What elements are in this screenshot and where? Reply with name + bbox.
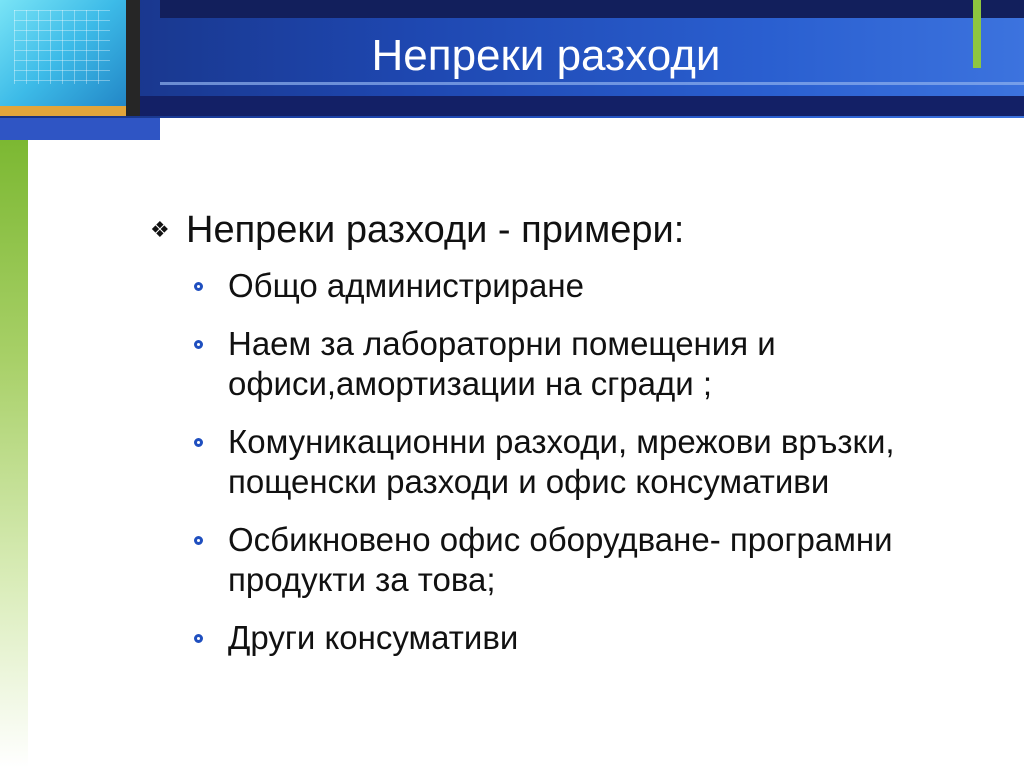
list-item-text: Други консумативи — [228, 619, 519, 656]
corner-blue-bar — [0, 118, 160, 140]
list-item — [194, 324, 910, 404]
slide-content — [150, 208, 910, 676]
list-item-text: Комуникационни разходи, мрежови връзки, пощенски разходи и офис консумативи — [228, 423, 895, 500]
sub-bullet-list — [150, 266, 910, 658]
diamond-bullet-icon: ❖ — [150, 217, 170, 242]
header-top-stripe — [160, 0, 1024, 18]
list-item — [194, 266, 910, 306]
slide-title: Непреки разходи — [371, 31, 721, 80]
green-accent-bar — [973, 0, 981, 68]
list-item — [194, 520, 910, 600]
list-item-text: Наем за лабораторни помещения и офиси,амортизации на сгради ; — [228, 325, 776, 402]
list-item — [194, 618, 910, 658]
list-item — [194, 422, 910, 502]
ring-bullet-icon — [194, 634, 203, 643]
list-item-text: Осбикновено офис оборудване- програмни продукти за това; — [228, 521, 893, 598]
left-green-strip — [0, 140, 28, 768]
header-bottom-stripe — [0, 96, 1024, 116]
list-item-text: Общо администриране — [228, 267, 584, 304]
computer-screen-image — [0, 0, 140, 116]
screen-frame — [0, 0, 140, 116]
main-bullet-point — [150, 208, 910, 252]
header-divider-line — [160, 82, 1024, 85]
main-bullet-text: Непреки разходи - примери: — [186, 209, 685, 251]
ring-bullet-icon — [194, 536, 203, 545]
ring-bullet-icon — [194, 340, 203, 349]
ring-bullet-icon — [194, 438, 203, 447]
ring-bullet-icon — [194, 282, 203, 291]
